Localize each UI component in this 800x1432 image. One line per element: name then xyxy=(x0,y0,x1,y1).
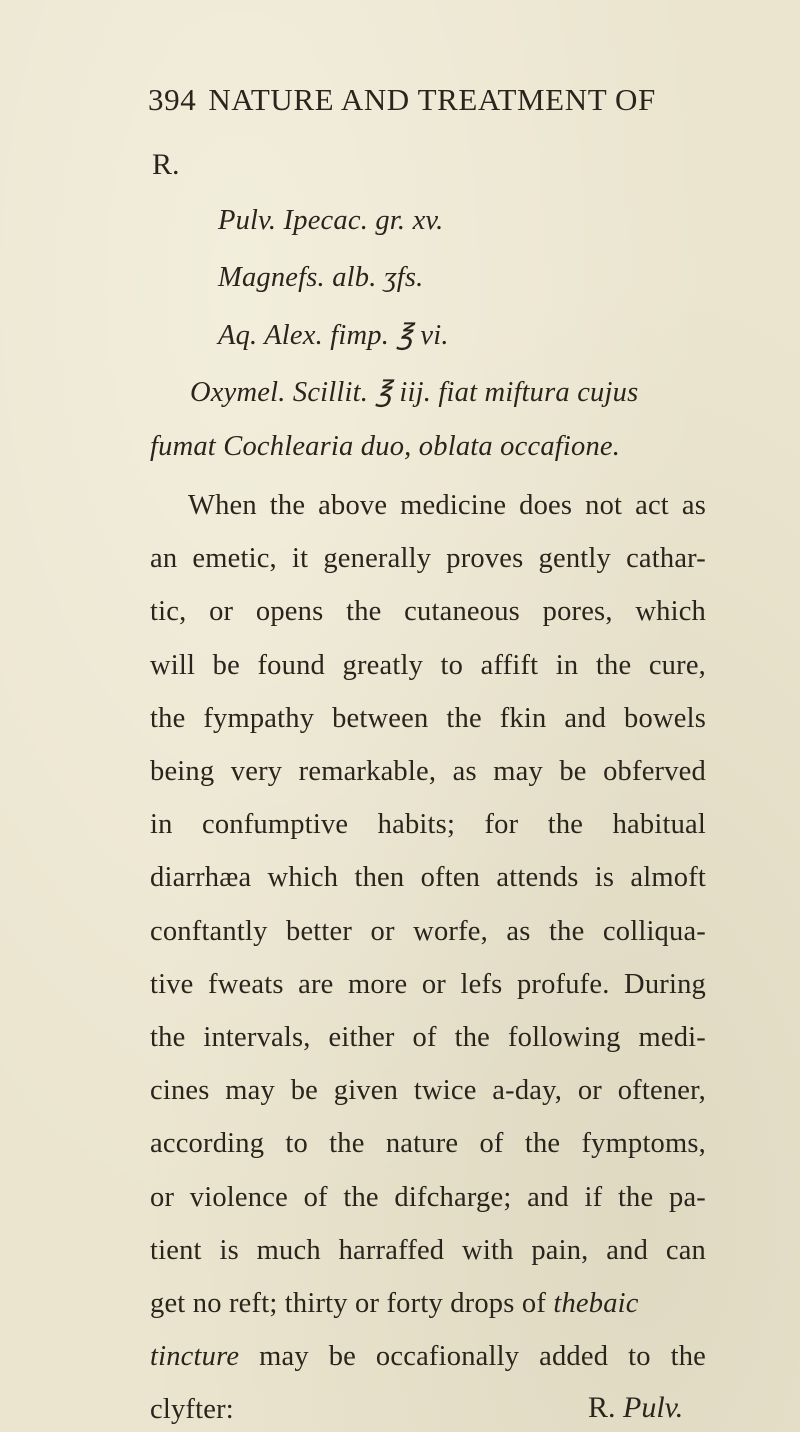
paragraph-line-14: or violence of the difcharge; and if the pa- xyxy=(150,1181,706,1213)
italic-tincture: tincture xyxy=(150,1341,240,1373)
paragraph-line-13: according to the nature of the fymptoms, xyxy=(150,1128,706,1160)
prescription-symbol: R. xyxy=(152,148,180,181)
prescription-line-4: Oxymel. Scillit. ℥ iij. fiat miftura cujus xyxy=(190,377,639,408)
paragraph-line-15: tient is much harraffed with pain, and can xyxy=(150,1234,706,1266)
paragraph-line-3: tic, or opens the cutaneous pores, which xyxy=(150,596,706,628)
paragraph-line-11: the intervals, either of the following medi- xyxy=(150,1022,706,1053)
catchword-rx: R. xyxy=(588,1391,624,1424)
paragraph-line-12: cines may be given twice a-day, or oftener, xyxy=(150,1075,706,1107)
prescription-line-3: Aq. Alex. fimp. ℥ vi. xyxy=(218,320,449,351)
paragraph-line-1: When the above medicine does not act as xyxy=(188,490,706,521)
running-title: NATURE AND TREATMENT OF xyxy=(208,82,656,117)
paragraph-line-16-text: get no reft; thirty or forty drops of xyxy=(150,1288,547,1319)
paragraph-line-5: the fympathy between the fkin and bowels xyxy=(150,702,706,734)
paragraph-line-7: in confumptive habits; for the habitual xyxy=(150,809,706,841)
prescription-line-5: fumat Cochlearia duo, oblata occafione. xyxy=(150,431,621,462)
prescription-line-1: Pulv. Ipecac. gr. xv. xyxy=(218,205,444,236)
paragraph-line-10: tive fweats are more or lefs profufe. During xyxy=(150,968,706,1000)
catchword-word: Pulv. xyxy=(623,1391,684,1424)
paragraph-line-2: an emetic, it generally proves gently cathar- xyxy=(150,543,706,575)
paragraph-line-9: conftantly better or worfe, as the colliqua- xyxy=(150,915,706,947)
paragraph-line-18: clyfter: xyxy=(150,1394,234,1426)
paragraph-line-4: will be found greatly to affift in the cure, xyxy=(150,649,706,681)
paragraph-line-8: diarrhæa which then often attends is almoft xyxy=(150,862,706,894)
paragraph-line-6: being very remarkable, as may be obferved xyxy=(150,756,706,787)
page-number: 394 xyxy=(148,82,197,117)
paragraph-line-17-rest: may be occafionally added to the xyxy=(239,1341,706,1373)
italic-thebaic: thebaic xyxy=(553,1288,639,1319)
prescription-line-2: Magnefs. alb. ʒfs. xyxy=(218,262,424,293)
